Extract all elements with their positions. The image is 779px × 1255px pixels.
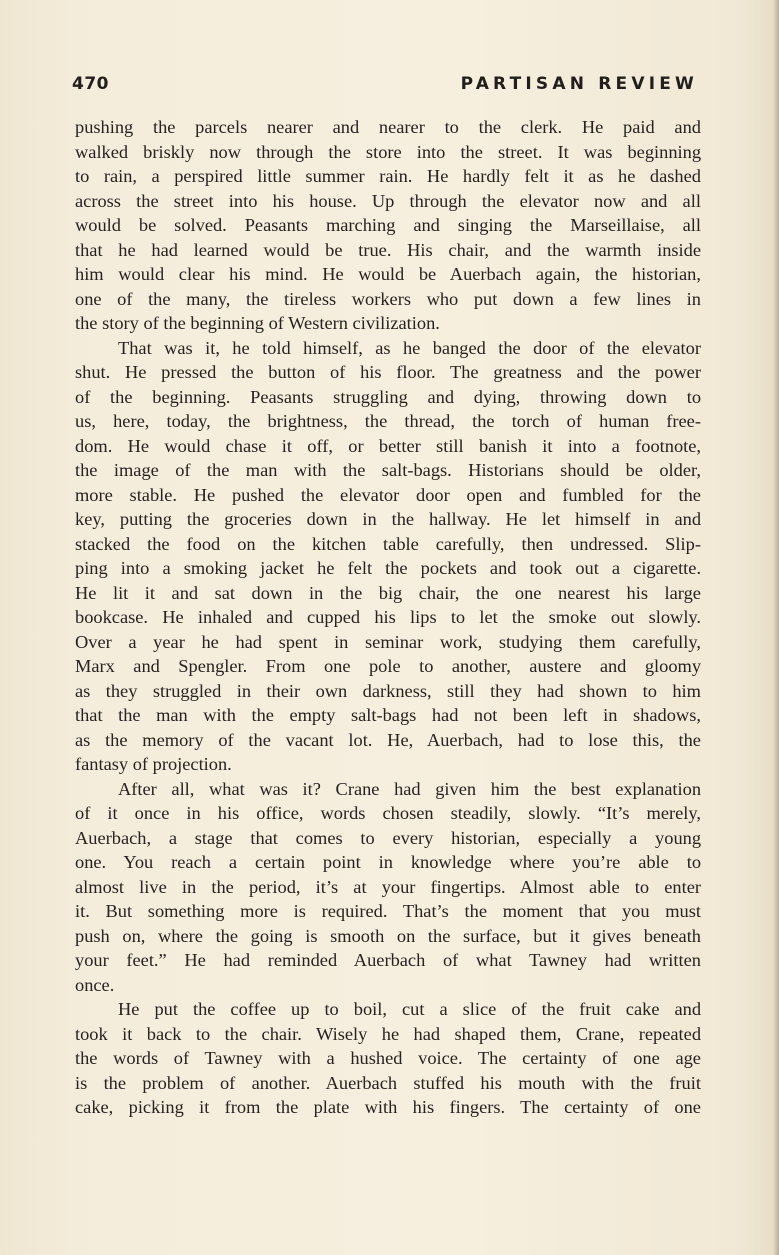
text-line: pushing the parcels nearer and nearer to the clerk. He paid and xyxy=(75,117,701,137)
text-line: of it once in his office, words chosen steadily, slowly. “It’s merely, xyxy=(75,803,701,823)
running-head: PARTISAN REVIEW xyxy=(460,74,698,94)
text-line: the words of Tawney with a hushed voice. The certainty of one age xyxy=(75,1048,701,1068)
text-line: that the man with the empty salt-bags had not been left in shadows, xyxy=(75,705,701,725)
text-line: as the memory of the vacant lot. He, Auerbach, had to lose this, the xyxy=(75,729,701,750)
text-line: him would clear his mind. He would be Auerbach again, the historian, xyxy=(75,264,701,284)
text-line: is the problem of another. Auerbach stuffed his mouth with the fruit xyxy=(75,1072,701,1093)
text-line: almost live in the period, it’s at your fingertips. Almost able to enter xyxy=(75,876,701,897)
text-line: That was it, he told himself, as he banged the door of the elevator xyxy=(118,337,701,358)
text-line: walked briskly now through the store into the street. It was beginning xyxy=(75,141,702,162)
text-line: took it back to the chair. Wisely he had shaped them, Crane, repeated xyxy=(75,1023,702,1044)
text-line: the story of the beginning of Western civilization. xyxy=(75,313,440,333)
text-line: Over a year he had spent in seminar work, studying them carefully, xyxy=(75,631,701,652)
text-line: would be solved. Peasants marching and singing the Marseillaise, all xyxy=(75,215,702,235)
text-line: once. xyxy=(75,974,115,995)
text-line: the image of the man with the salt-bags. Historians should be older, xyxy=(75,460,702,480)
text-line: to rain, a perspired little summer rain. He hardly felt it as he dashed xyxy=(75,166,701,186)
text-line: more stable. He pushed the elevator door open and fumbled for the xyxy=(75,484,701,505)
page-edge-shadow xyxy=(773,0,779,1255)
text-line: key, putting the groceries down in the hallway. He let himself in and xyxy=(75,509,702,529)
text-line: across the street into his house. Up through the elevator now and all xyxy=(75,190,701,211)
text-line: fantasy of projection. xyxy=(75,754,232,774)
text-line: your feet.” He had reminded Auerbach of what Tawney had written xyxy=(75,950,701,970)
page-number: 470 xyxy=(72,74,109,94)
text-line: one. You reach a certain point in knowledge where you’re able to xyxy=(75,852,702,872)
text-line: of the beginning. Peasants struggling and dying, throwing down to xyxy=(75,386,702,407)
text-line: He lit it and sat down in the big chair, the one nearest his large xyxy=(75,582,701,603)
body-text xyxy=(75,115,701,1120)
text-line: dom. He would chase it off, or better still banish it into a footnote, xyxy=(75,435,702,456)
text-line: ping into a smoking jacket he felt the pockets and took out a cigarette. xyxy=(75,558,702,578)
text-line: cake, picking it from the plate with his fingers. The certainty of one xyxy=(75,1097,701,1117)
text-line: He put the coffee up to boil, cut a slice of the fruit cake and xyxy=(118,999,702,1019)
text-line: Marx and Spengler. From one pole to another, austere and gloomy xyxy=(75,656,702,676)
text-line: Auerbach, a stage that comes to every historian, especially a young xyxy=(75,827,702,848)
text-line: push on, where the going is smooth on the surface, but it gives beneath xyxy=(75,925,701,946)
text-line: it. But something more is required. That’s the moment that you must xyxy=(75,901,702,921)
text-line: stacked the food on the kitchen table carefully, then undressed. Slip- xyxy=(75,533,701,554)
text-line: bookcase. He inhaled and cupped his lips to let the smoke out slowly. xyxy=(75,607,702,627)
text-line: us, here, today, the brightness, the thread, the torch of human free- xyxy=(75,411,701,431)
text-line: shut. He pressed the button of his floor. The greatness and the power xyxy=(75,362,701,382)
page-header xyxy=(72,74,698,100)
text-line: After all, what was it? Crane had given him the best explanation xyxy=(118,778,702,799)
text-line: as they struggled in their own darkness, still they had shown to him xyxy=(75,680,701,701)
text-line: one of the many, the tireless workers who put down a few lines in xyxy=(75,288,701,309)
text-line: that he had learned would be true. His chair, and the warmth inside xyxy=(75,239,702,260)
